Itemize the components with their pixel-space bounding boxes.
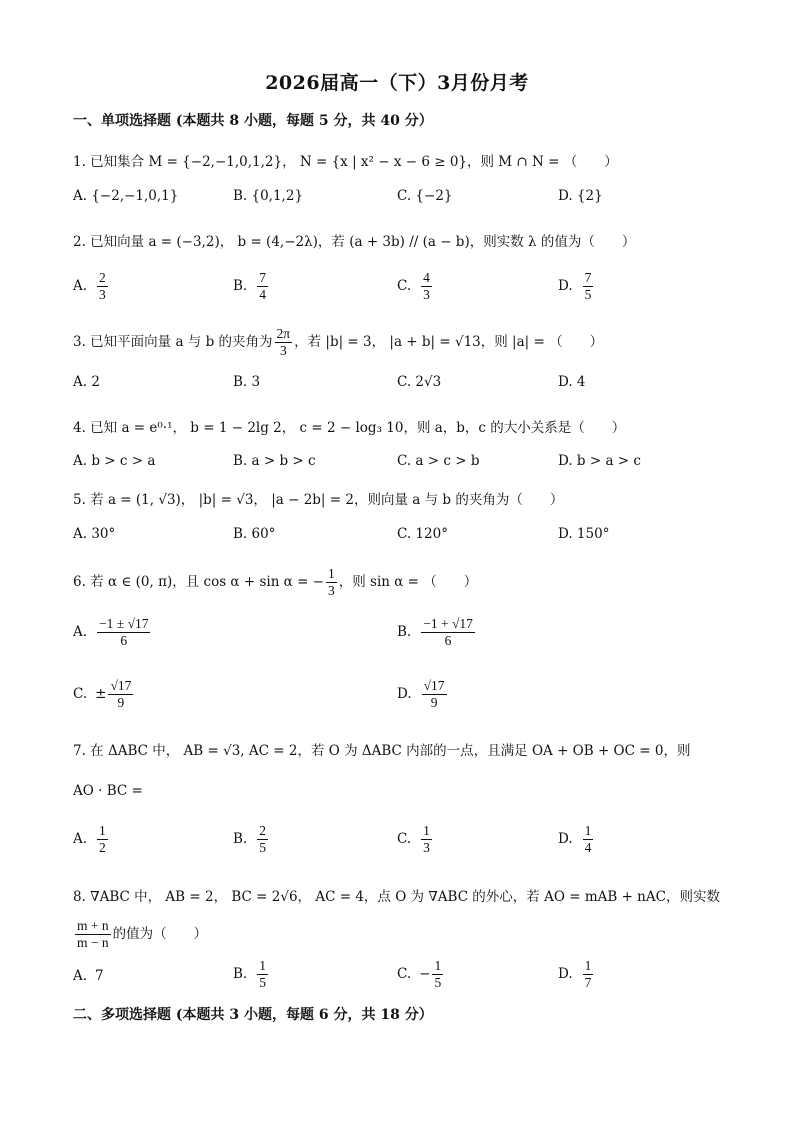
section-heading-single-choice: 一、单项选择题 (本题共 8 小题，每题 5 分，共 40 分）	[73, 113, 433, 129]
question-3-stem	[73, 326, 603, 359]
numerator: 1	[328, 566, 335, 581]
question-2-option-a	[73, 270, 110, 303]
option-label: C.	[397, 278, 412, 294]
denominator: 6	[120, 633, 128, 648]
stem-text: 3. 已知平面向量 a 与 b 的夹角为	[73, 334, 273, 350]
fraction	[583, 823, 594, 856]
question-5-option-a: A. 30°	[73, 526, 116, 542]
question-3-option-a: A. 2	[73, 374, 100, 390]
question-5-stem: 5. 若 a = (1, √3)， |b| = √3， |a − 2b| = 2，则向量 a 与 b 的夹角为（ ）	[73, 492, 564, 508]
question-1-option-c: C. {−2}	[397, 188, 453, 204]
question-2-option-b	[233, 270, 270, 303]
question-4-option-c: C. a > c > b	[397, 453, 480, 469]
option-label: D.	[558, 831, 573, 847]
denominator: 9	[117, 695, 125, 710]
fraction	[97, 616, 150, 649]
denominator: 3	[423, 840, 430, 855]
numerator: 2	[259, 823, 266, 838]
question-3-option-b: B. 3	[233, 374, 261, 390]
option-label: A.	[73, 624, 88, 640]
fraction	[583, 958, 594, 991]
numerator: m + n	[77, 918, 109, 933]
fraction	[583, 270, 594, 303]
fraction	[421, 270, 432, 303]
sign: −	[419, 966, 431, 982]
stem-text: ，若 |b| = 3， |a + b| = √13，则 |a| = （ ）	[294, 334, 604, 350]
question-8-option-a	[73, 968, 104, 984]
denominator: 9	[430, 695, 438, 710]
option-label: C.	[397, 831, 412, 847]
denominator: 3	[99, 287, 106, 302]
numerator: 2π	[276, 326, 291, 341]
question-1-option-a: A. {−2,−1,0,1}	[73, 188, 179, 204]
denominator: 6	[444, 633, 452, 648]
question-4-option-b: B. a > b > c	[233, 453, 316, 469]
denominator: 3	[423, 287, 430, 302]
option-label: B.	[233, 966, 248, 982]
fraction	[257, 270, 268, 303]
numerator: 1	[584, 958, 592, 973]
numerator: 1	[423, 823, 430, 838]
fraction	[432, 958, 443, 991]
question-6-option-d	[397, 678, 449, 711]
stem-text: 6. 若 α ∈ (0, π)，且 cos α + sin α = −	[73, 574, 324, 590]
option-label: C.	[397, 966, 412, 982]
fraction	[257, 958, 268, 991]
option-label: A.	[73, 278, 88, 294]
fraction	[97, 823, 108, 856]
numerator: 7	[584, 270, 592, 285]
denominator: 5	[259, 975, 266, 990]
question-7-option-b	[233, 823, 270, 856]
question-7-stem-line2: AO · BC =	[73, 783, 143, 799]
option-label: D.	[397, 686, 412, 702]
question-1-stem: 1. 已知集合 M = {−2,−1,0,1,2}， N = {x | x² − x − 6 ≥ 0}，则 M ∩ N = （ ）	[73, 154, 618, 170]
denominator: 5	[259, 840, 266, 855]
numerator: √17	[110, 678, 132, 693]
numerator: 1	[259, 958, 266, 973]
option-label: B.	[397, 624, 412, 640]
denominator: 2	[99, 840, 106, 855]
section-heading-multiple-choice: 二、多项选择题 (本题共 3 小题，每题 6 分，共 18 分）	[73, 1007, 433, 1023]
question-6-option-c	[73, 678, 135, 711]
denominator: 4	[259, 287, 266, 302]
option-value: 7	[95, 968, 104, 984]
question-2-option-d	[558, 270, 595, 303]
option-label: B.	[233, 278, 248, 294]
denominator: 5	[584, 287, 592, 302]
question-2-stem: 2. 已知向量 a = (−3,2)， b = (4,−2λ)，若 (a + 3b) // (a − b)，则实数 λ 的值为（ ）	[73, 234, 636, 250]
option-label: D.	[558, 278, 573, 294]
fraction	[275, 326, 293, 359]
fraction	[108, 678, 133, 711]
question-3-option-d: D. 4	[558, 374, 586, 390]
question-4-option-a: A. b > c > a	[73, 453, 156, 469]
question-8-option-c	[397, 958, 445, 991]
fraction	[257, 823, 268, 856]
fraction	[75, 918, 111, 951]
denominator: 3	[279, 343, 287, 358]
fraction	[97, 270, 108, 303]
numerator: 1	[584, 823, 592, 838]
fraction	[421, 616, 475, 649]
option-label: A.	[73, 968, 88, 984]
option-label: B.	[233, 831, 248, 847]
denominator: 7	[584, 975, 592, 990]
question-8-stem-line2	[73, 918, 207, 951]
question-6-option-b	[397, 616, 477, 649]
denominator: 3	[328, 583, 335, 598]
question-3-option-c: C. 2√3	[397, 374, 442, 390]
question-1-option-b: B. {0,1,2}	[233, 188, 304, 204]
option-label: C.	[73, 686, 88, 702]
question-8-option-d	[558, 958, 595, 991]
numerator: −1 ± √17	[99, 616, 149, 631]
numerator: 1	[434, 958, 442, 973]
numerator: √17	[423, 678, 445, 693]
fraction	[421, 823, 432, 856]
question-1-option-d: D. {2}	[558, 188, 603, 204]
fraction	[326, 566, 337, 599]
stem-text: ，则 sin α = （ ）	[338, 574, 478, 590]
question-4-option-d: D. b > a > c	[558, 453, 641, 469]
question-7-stem: 7. 在 ΔABC 中， AB = √3, AC = 2，若 O 为 ΔABC 内部的一点，且满足 OA + OB + OC = 0，则	[73, 743, 691, 759]
numerator: 2	[99, 270, 106, 285]
page-title: 2026届高一（下）3月份月考	[265, 72, 529, 94]
stem-text: 的值为（ ）	[112, 926, 208, 942]
numerator: 4	[423, 270, 430, 285]
numerator: 1	[99, 823, 106, 838]
question-4-stem: 4. 已知 a = e⁰·¹， b = 1 − 2lg 2， c = 2 − log₃ 10，则 a，b，c 的大小关系是（ ）	[73, 420, 626, 436]
fraction	[422, 678, 447, 711]
question-5-option-d: D. 150°	[558, 526, 610, 542]
question-8-stem: 8. ∇ABC 中， AB = 2， BC = 2√6， AC = 4，点 O 为 ∇ABC 的外心，若 AO = mAB + nAC，则实数	[73, 889, 720, 905]
question-6-stem	[73, 566, 477, 599]
question-7-option-a	[73, 823, 110, 856]
denominator: 5	[434, 975, 442, 990]
option-label: D.	[558, 966, 573, 982]
question-7-option-c	[397, 823, 434, 856]
denominator: m − n	[77, 935, 109, 950]
numerator: −1 + √17	[423, 616, 473, 631]
denominator: 4	[584, 840, 592, 855]
sign: ±	[95, 686, 107, 702]
question-8-option-b	[233, 958, 270, 991]
question-5-option-b: B. 60°	[233, 526, 276, 542]
question-2-option-c	[397, 270, 434, 303]
numerator: 7	[259, 270, 266, 285]
question-6-option-a	[73, 616, 152, 649]
question-5-option-c: C. 120°	[397, 526, 448, 542]
option-label: A.	[73, 831, 88, 847]
question-7-option-d	[558, 823, 595, 856]
